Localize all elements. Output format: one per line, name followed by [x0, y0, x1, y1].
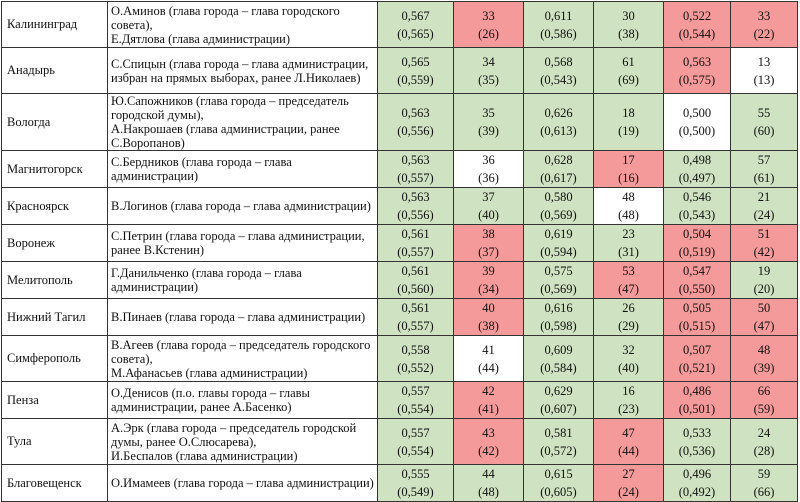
metric-value: 0,505: [682, 301, 712, 315]
metric-previous: (36): [478, 171, 499, 185]
metric-previous: (0,492): [678, 485, 716, 499]
metric-value: 0,568: [544, 54, 573, 69]
metric-previous: (0,557): [397, 245, 434, 259]
metric-previous: (48): [478, 485, 499, 499]
leader-cell: [108, 382, 378, 419]
metric-value: 55: [757, 106, 771, 120]
table-row: [2, 262, 798, 299]
metric-previous: (0,556): [397, 208, 434, 222]
metric-cell: [378, 188, 454, 225]
metric-cell: [454, 336, 524, 382]
metric-value: 0,563: [401, 106, 430, 120]
leader-text: В.Логинов (глава города – глава администрации): [111, 199, 371, 213]
metric-cell: [454, 48, 524, 94]
metric-previous: (0,557): [397, 319, 434, 333]
metric-cell: [664, 336, 731, 382]
leader-cell: [108, 2, 378, 48]
metric-previous: (47): [618, 282, 639, 296]
metric-previous: (0,569): [540, 208, 577, 222]
metric-previous: (0,536): [678, 443, 716, 458]
metric-value: 0,500: [682, 106, 712, 120]
metric-cell: [664, 151, 731, 188]
metric-previous: (29): [618, 319, 639, 333]
metric-previous: (0,613): [540, 124, 577, 138]
metric-value: 0,609: [544, 342, 573, 357]
metric-cell: [594, 419, 664, 465]
metric-cell: [731, 262, 798, 299]
metric-value: 40: [482, 301, 495, 315]
metric-previous: (24): [618, 485, 639, 499]
metric-value: 0,522: [682, 8, 712, 23]
metric-cell: [454, 2, 524, 48]
metric-previous: (0,549): [397, 485, 434, 499]
metric-previous: (42): [478, 443, 499, 458]
metric-previous: (40): [478, 208, 499, 222]
metric-previous: (0,598): [540, 319, 577, 333]
metric-cell: [594, 262, 664, 299]
metric-value: 13: [757, 54, 771, 69]
metric-value: 0,504: [682, 227, 712, 241]
metric-cell: [524, 188, 594, 225]
metric-previous: (0,552): [397, 360, 434, 375]
metric-cell: [594, 299, 664, 336]
metric-previous: (66): [753, 485, 775, 499]
metric-value: 0,563: [682, 54, 712, 69]
metric-value: 0,507: [682, 342, 712, 357]
city-cell: Тула: [2, 419, 108, 465]
metric-cell: [454, 151, 524, 188]
metric-value: 24: [757, 425, 771, 440]
leader-text: О.Денисов (п.о. главы города – главы администрации, ранее А.Басенко): [111, 386, 310, 414]
metric-cell: [664, 419, 731, 465]
leader-cell: [108, 419, 378, 465]
table-row: [2, 299, 798, 336]
city-cell: Благовещенск: [2, 465, 108, 502]
table-row: [2, 465, 798, 502]
metric-previous: (0,556): [397, 124, 434, 138]
metric-value: 53: [622, 264, 635, 278]
metric-previous: (26): [478, 26, 499, 41]
metric-value: 47: [622, 425, 635, 440]
metric-previous: (38): [478, 319, 499, 333]
metric-previous: (31): [618, 245, 639, 259]
leader-cell: [108, 151, 378, 188]
metric-cell: [378, 299, 454, 336]
metric-value: 0,547: [682, 264, 712, 278]
metric-value: 48: [757, 342, 771, 357]
metric-value: 0,557: [401, 384, 430, 398]
metric-previous: (0,607): [540, 402, 577, 416]
metric-cell: [731, 382, 798, 419]
metric-cell: [454, 299, 524, 336]
metric-value: 0,616: [544, 301, 573, 315]
metric-value: 0,575: [544, 264, 573, 278]
metric-value: 0,561: [401, 301, 430, 315]
metric-previous: (0,559): [397, 72, 434, 87]
metric-cell: [378, 262, 454, 299]
metric-cell: [454, 419, 524, 465]
metric-value: 0,558: [401, 342, 430, 357]
metric-cell: [524, 299, 594, 336]
metric-previous: (0,605): [540, 485, 577, 499]
metric-cell: [594, 94, 664, 151]
metric-previous: (37): [478, 245, 499, 259]
metric-cell: [454, 465, 524, 502]
metric-previous: (0,543): [540, 72, 577, 87]
metric-previous: (0,617): [540, 171, 577, 185]
leader-cell: [108, 299, 378, 336]
leader-text: В.Пинаев (глава города – глава администрации): [111, 310, 366, 324]
metric-cell: [524, 465, 594, 502]
table-row: [2, 2, 798, 48]
metric-cell: [664, 465, 731, 502]
metric-value: 0,557: [401, 425, 430, 440]
leader-text: О.Аминов (глава города – глава городского совета),: [111, 3, 340, 32]
metric-value: 0,611: [544, 8, 573, 23]
leader-cell: [108, 225, 378, 262]
city-cell: Мелитополь: [2, 262, 108, 299]
metric-cell: [731, 299, 798, 336]
metric-value: 50: [757, 301, 771, 315]
metric-previous: (0,550): [678, 282, 716, 296]
table-row: [2, 336, 798, 382]
rating-table: [1, 1, 798, 502]
metric-cell: [664, 94, 731, 151]
metric-value: 0,555: [401, 467, 430, 481]
metric-value: 0,565: [401, 54, 430, 69]
city-cell: Магнитогорск: [2, 151, 108, 188]
metric-previous: (47): [753, 319, 775, 333]
metric-value: 33: [757, 8, 771, 23]
metric-value: 57: [757, 153, 771, 167]
metric-cell: [731, 94, 798, 151]
metric-previous: (39): [478, 124, 499, 138]
metric-cell: [454, 188, 524, 225]
metric-cell: [731, 465, 798, 502]
table-row: [2, 382, 798, 419]
metric-value: 0,498: [682, 153, 712, 167]
metric-cell: [378, 336, 454, 382]
leader-cell: [108, 188, 378, 225]
metric-cell: [524, 419, 594, 465]
metric-value: 19: [757, 264, 771, 278]
metric-cell: [594, 151, 664, 188]
leader-text: А.Эрк (глава города – председатель городской думы, ранее О.Слюсарева),: [111, 420, 357, 449]
metric-cell: [524, 225, 594, 262]
metric-value: 51: [757, 227, 771, 241]
city-cell: Воронеж: [2, 225, 108, 262]
metric-previous: (0,557): [397, 171, 434, 185]
metric-value: 0,581: [544, 425, 573, 440]
metric-previous: (0,575): [678, 72, 716, 87]
leader-text: С.Спицын (глава города – глава администрации, избран на прямых выборах, ранее Л.Николаев): [111, 56, 369, 85]
table-row: [2, 94, 798, 151]
metric-value: 43: [482, 425, 495, 440]
city-cell: Пенза: [2, 382, 108, 419]
metric-previous: (48): [618, 208, 639, 222]
table-row: [2, 48, 798, 94]
metric-value: 48: [622, 190, 635, 204]
metric-value: 0,561: [401, 227, 430, 241]
leader-text: И.Беспалов (глава администрации): [111, 448, 298, 463]
metric-value: 0,629: [544, 384, 573, 398]
metric-previous: (0,521): [678, 360, 716, 375]
city-cell: Нижний Тагил: [2, 299, 108, 336]
metric-value: 41: [482, 342, 495, 357]
metric-cell: [664, 382, 731, 419]
metric-previous: (0,554): [397, 402, 434, 416]
metric-previous: (0,500): [678, 124, 716, 138]
table-row: [2, 419, 798, 465]
metric-cell: [594, 2, 664, 48]
metric-value: 33: [482, 8, 495, 23]
metric-value: 38: [482, 227, 495, 241]
metric-value: 37: [482, 190, 495, 204]
metric-previous: (0,572): [540, 443, 577, 458]
metric-cell: [524, 336, 594, 382]
metric-previous: (42): [753, 245, 775, 259]
metric-value: 0,561: [401, 264, 430, 278]
metric-cell: [524, 151, 594, 188]
metric-value: 27: [622, 467, 635, 481]
metric-cell: [524, 262, 594, 299]
metric-previous: (69): [618, 72, 639, 87]
metric-value: 59: [757, 467, 771, 481]
metric-value: 0,563: [401, 190, 430, 204]
metric-cell: [731, 419, 798, 465]
metric-previous: (0,515): [678, 319, 716, 333]
metric-cell: [731, 188, 798, 225]
metric-cell: [594, 465, 664, 502]
metric-value: 16: [622, 384, 635, 398]
metric-previous: (41): [478, 402, 499, 416]
city-cell: Анадырь: [2, 48, 108, 94]
metric-cell: [731, 2, 798, 48]
metric-cell: [594, 48, 664, 94]
metric-previous: (0,560): [397, 282, 434, 296]
metric-cell: [731, 225, 798, 262]
metric-cell: [731, 48, 798, 94]
metric-value: 0,486: [682, 384, 712, 398]
leader-cell: [108, 262, 378, 299]
metric-value: 0,626: [544, 106, 573, 120]
metric-previous: (0,584): [540, 360, 577, 375]
metric-previous: (0,543): [678, 208, 716, 222]
metric-cell: [594, 225, 664, 262]
metric-value: 35: [482, 106, 495, 120]
metric-value: 61: [622, 54, 635, 69]
leader-text: В.Агеев (глава города – председатель городского совета),: [111, 337, 371, 366]
leader-text: Г.Данильченко (глава города – глава администрации): [111, 266, 302, 294]
metric-cell: [594, 188, 664, 225]
metric-value: 0,619: [544, 227, 573, 241]
metric-previous: (0,497): [678, 171, 716, 185]
leader-text: С.Бердников (глава города – глава администрации): [111, 155, 292, 183]
metric-previous: (13): [753, 72, 775, 87]
metric-value: 0,580: [544, 190, 573, 204]
metric-cell: [524, 2, 594, 48]
metric-cell: [664, 262, 731, 299]
metric-value: 0,496: [682, 467, 712, 481]
metric-previous: (38): [618, 26, 639, 41]
metric-cell: [731, 336, 798, 382]
metric-previous: (35): [478, 72, 499, 87]
metric-previous: (0,569): [540, 282, 577, 296]
metric-value: 66: [757, 384, 771, 398]
metric-cell: [378, 2, 454, 48]
city-cell: Калининград: [2, 2, 108, 48]
metric-value: 21: [757, 190, 771, 204]
metric-cell: [378, 465, 454, 502]
metric-value: 39: [482, 264, 495, 278]
metric-previous: (24): [753, 208, 775, 222]
metric-cell: [664, 225, 731, 262]
leader-cell: [108, 48, 378, 94]
metric-value: 26: [622, 301, 635, 315]
metric-value: 32: [622, 342, 635, 357]
metric-previous: (23): [618, 402, 639, 416]
metric-cell: [454, 225, 524, 262]
metric-cell: [378, 48, 454, 94]
metric-cell: [454, 94, 524, 151]
leader-text: Ю.Сапожников (глава города – председатель городской думы),: [111, 94, 349, 122]
metric-previous: (20): [753, 282, 775, 296]
metric-cell: [378, 151, 454, 188]
metric-value: 23: [622, 227, 635, 241]
metric-previous: (22): [753, 26, 775, 41]
leader-cell: [108, 465, 378, 502]
metric-value: 0,628: [544, 153, 573, 167]
metric-cell: [664, 48, 731, 94]
metric-cell: [664, 2, 731, 48]
metric-previous: (0,594): [540, 245, 577, 259]
leader-text: С.Петрин (глава города – глава администрации, ранее В.Кстенин): [111, 229, 365, 257]
metric-cell: [378, 419, 454, 465]
metric-value: 44: [482, 467, 495, 481]
metric-value: 36: [482, 153, 495, 167]
metric-previous: (16): [618, 171, 639, 185]
table-body: [2, 2, 798, 502]
metric-previous: (28): [753, 443, 775, 458]
metric-previous: (0,554): [397, 443, 434, 458]
leader-text: А.Накрошаев (глава администрации, ранее С.Воропанов): [111, 122, 340, 150]
metric-cell: [524, 48, 594, 94]
metric-cell: [378, 382, 454, 419]
metric-previous: (0,586): [540, 26, 577, 41]
metric-value: 0,567: [401, 8, 430, 23]
metric-value: 0,563: [401, 153, 430, 167]
metric-cell: [594, 382, 664, 419]
metric-value: 42: [482, 384, 495, 398]
leader-text: Е.Дятлова (глава администрации): [111, 31, 291, 46]
city-cell: Симферополь: [2, 336, 108, 382]
table-row: [2, 225, 798, 262]
metric-previous: (19): [618, 124, 639, 138]
metric-previous: (0,544): [678, 26, 716, 41]
metric-value: 30: [622, 8, 635, 23]
table-row: [2, 188, 798, 225]
leader-text: М.Афанасьев (глава администрации): [111, 365, 308, 380]
city-cell: Красноярск: [2, 188, 108, 225]
metric-cell: [731, 151, 798, 188]
leader-cell: [108, 336, 378, 382]
metric-cell: [594, 336, 664, 382]
metric-previous: (61): [753, 171, 775, 185]
table-row: [2, 151, 798, 188]
metric-value: 34: [482, 54, 495, 69]
metric-previous: (0,519): [678, 245, 716, 259]
city-cell: Вологда: [2, 94, 108, 151]
metric-previous: (60): [753, 124, 775, 138]
metric-cell: [378, 94, 454, 151]
metric-previous: (34): [478, 282, 499, 296]
metric-cell: [378, 225, 454, 262]
metric-previous: (0,501): [678, 402, 716, 416]
metric-value: 0,615: [544, 467, 573, 481]
metric-value: 18: [622, 106, 635, 120]
metric-previous: (40): [618, 360, 639, 375]
metric-cell: [664, 188, 731, 225]
metric-value: 0,533: [682, 425, 712, 440]
metric-cell: [524, 382, 594, 419]
metric-value: 17: [622, 153, 635, 167]
metric-cell: [664, 299, 731, 336]
metric-cell: [454, 382, 524, 419]
metric-previous: (44): [478, 360, 499, 375]
metric-previous: (0,565): [397, 26, 434, 41]
leader-text: О.Имамеев (глава города – глава администрации): [111, 476, 374, 490]
metric-cell: [524, 94, 594, 151]
metric-value: 0,546: [682, 190, 712, 204]
leader-cell: [108, 94, 378, 151]
metric-cell: [454, 262, 524, 299]
metric-previous: (44): [618, 443, 639, 458]
metric-previous: (39): [753, 360, 775, 375]
metric-previous: (59): [753, 402, 775, 416]
